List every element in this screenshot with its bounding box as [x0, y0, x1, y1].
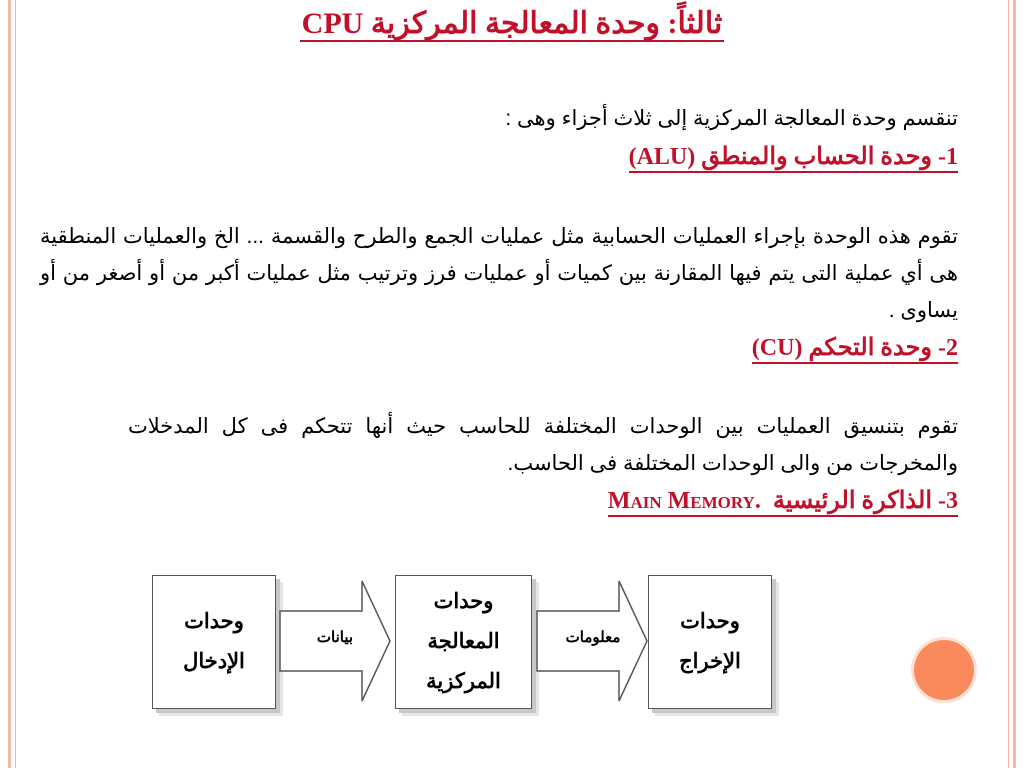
decorative-circle	[914, 640, 974, 700]
left-border-line-thin	[15, 0, 16, 768]
right-border-line	[1013, 0, 1016, 768]
section1-heading: 1- وحدة الحساب والمنطق (ALU)	[629, 143, 958, 173]
output-units-box	[648, 575, 772, 709]
output-units-label: وحدات الإخراج	[679, 610, 741, 673]
slide-title	[0, 6, 1024, 41]
section2-heading: 2- وحدة التحكم (CU)	[752, 334, 958, 364]
section1-body: تقوم هذه الوحدة بإجراء العمليات الحسابية مثل عمليات الجمع والطرح والقسمة ... الخ والعمليات المنطقية هى أي عملية التى يتم فيها المقارنة بين كميات أو عمليات فرز وترتيب مثل عمليات أكبر من أو أصغر من أو يساوى .	[40, 225, 958, 322]
cpu-units-label-line2: المركزية	[426, 670, 501, 693]
section3-heading-ar: 3- الذاكرة الرئيسية	[772, 488, 958, 514]
input-units-label: وحدات الإدخال	[183, 610, 245, 673]
section3-heading-en: Main Memory.	[607, 488, 761, 514]
right-border-line-thin	[1008, 0, 1009, 768]
left-border-line	[8, 0, 11, 768]
slide-title-text: ثالثاً: وحدة المعالجة المركزية CPU	[301, 7, 723, 40]
cpu-units-box	[395, 575, 532, 709]
information-arrow-label: معلومات	[565, 629, 621, 646]
cpu-units-label-line1: وحدات المعالجة	[427, 590, 500, 653]
data-arrow-label: بيانات	[316, 629, 354, 646]
section2-body: تقوم بتنسيق العمليات بين الوحدات المختلفة للحاسب حيث أنها تتحكم فى كل المدخلات والمخرجات من والى الوحدات المختلفة فى الحاسب.	[128, 415, 958, 475]
intro-text: تنقسم وحدة المعالجة المركزية إلى ثلاث أجزاء وهى :	[505, 107, 958, 130]
input-units-box	[152, 575, 276, 709]
section3-heading	[608, 487, 958, 517]
